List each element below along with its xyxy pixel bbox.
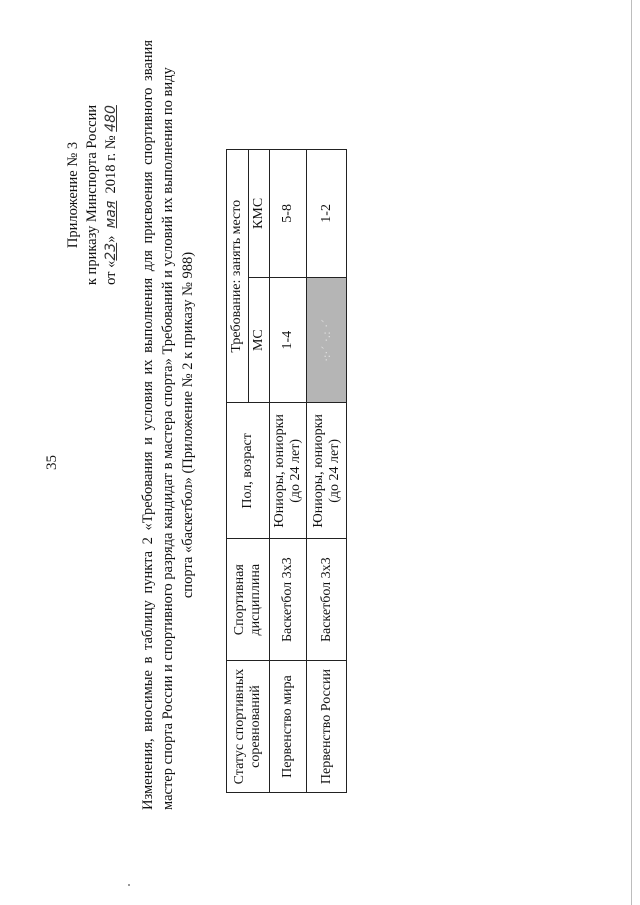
date-day: 23 [103, 242, 119, 261]
row-discipline: Баскетбол 3x3 [270, 539, 307, 661]
appendix-order-ref: к приказу Минспорта России [84, 104, 100, 286]
document-heading [138, 40, 198, 810]
order-number: 480 [103, 105, 119, 132]
row-gender-age: Юниоры, юниорки (до 24 лет) [307, 403, 347, 539]
table-row [307, 150, 347, 793]
row-ms: 1-4 [270, 277, 307, 403]
row-gender-age: Юниоры, юниорки (до 24 лет) [270, 403, 307, 539]
appendix-block [64, 45, 121, 345]
header-gender-age: Пол, возраст [227, 403, 270, 539]
header-status: Статус спортивных соревнований [227, 661, 270, 793]
row-kms: 1-2 [307, 150, 347, 278]
header-kms: КМС [248, 150, 270, 278]
header-discipline: Спортивная дисциплина [227, 539, 270, 661]
page-number: 35 [44, 455, 60, 470]
appendix-date-line [102, 45, 121, 345]
scan-noise-marks: ·:·´ ·.: ·´ [319, 318, 333, 362]
date-prefix: от « [103, 260, 119, 285]
header-requirement: Требование: занять место [227, 150, 249, 403]
heading-text: Изменения, вносимые в таблицу пункта 2 «Требования и условия их выполнения для присвоения спортивного звания мастер спорта России и спортивного разряда кандидат в мастера спорта» Требований и условий их выполнения по виду [140, 40, 176, 810]
date-year: 2018 г. № [103, 135, 119, 194]
date-month: мая [103, 200, 119, 229]
table-header-row [227, 150, 249, 793]
table-row [270, 150, 307, 793]
header-ms: МС [248, 277, 270, 403]
row-status: Первенство России [307, 661, 347, 793]
requirements-table [226, 149, 347, 793]
heading-last-line: спорта «баскетбол» (Приложение № 2 к приказу № 988) [180, 251, 196, 599]
row-kms: 5-8 [270, 150, 307, 278]
row-discipline: Баскетбол 3x3 [307, 539, 347, 661]
appendix-title: Приложение № 3 [65, 141, 81, 249]
row-status: Первенство мира [270, 661, 307, 793]
row-ms-shaded [307, 277, 347, 403]
date-mid: » [103, 235, 119, 243]
